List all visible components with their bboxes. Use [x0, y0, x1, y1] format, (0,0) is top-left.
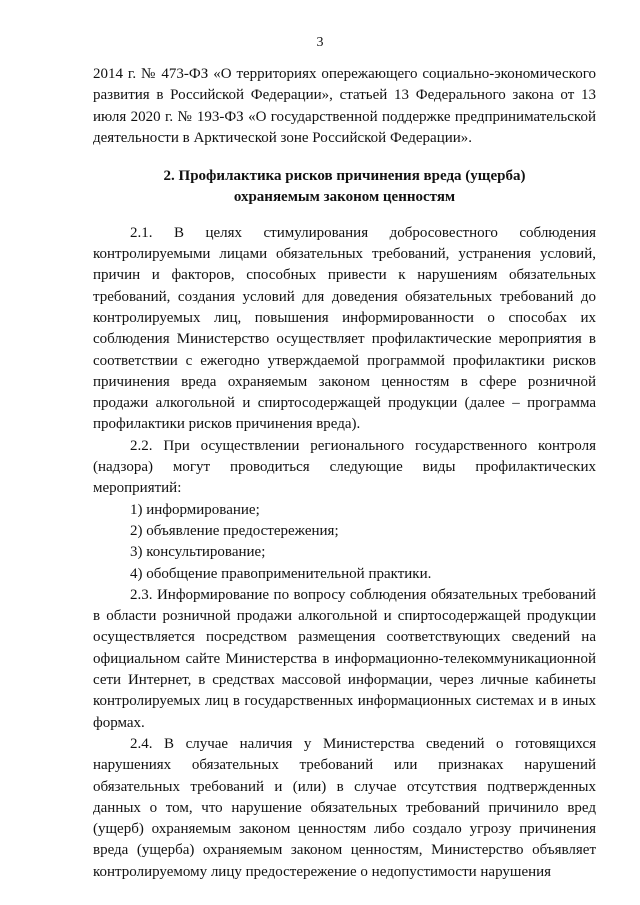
intro-paragraph: 2014 г. № 473-ФЗ «О территориях опережающего социально-экономического развития в Российской Федерации», статьей 13 Федерального закона от 13 июля 2020 г. № 193-ФЗ «О государственной поддержке предпринимательской деятельности в Арктической зоне Российской Федерации». — [93, 66, 596, 146]
section-heading-line-1: 2. Профилактика рисков причинения вреда (ущерба) — [163, 168, 526, 185]
paragraph-2-1: 2.1. В целях стимулирования добросовестного соблюдения контролируемыми лицами обязательных требований, устранения условий, причин и факторов, способных привести к нарушениям обязательных требований, создания условий для доведения обязательных требований до контролируемых лиц, повышения информированности о способах их соблюдения Министерство осуществляет профилактические мероприятия в соответствии с ежегодно утверждаемой программой профилактики рисков причинения вреда охраняемым законом ценностям в сфере розничной продажи алкогольной и спиртосодержащей продукции (далее – программа профилактики рисков причинения вреда). — [93, 224, 596, 433]
list-item-2: 2) объявление предостережения; — [130, 522, 339, 539]
page-number: 3 — [316, 35, 324, 50]
section-heading — [93, 166, 596, 209]
section-heading-line-2: охраняемым законом ценностям — [233, 189, 456, 206]
list-item-3: 3) консультирование; — [130, 544, 266, 561]
list-item-1: 1) информирование; — [130, 501, 260, 518]
paragraph-2-4: 2.4. В случае наличия у Министерства сведений о готовящихся нарушениях обязательных требований или признаках нарушений обязательных требований и (или) в случае отсутствия подтвержденных данных о том, что нарушение обязательных требований причинило вред (ущерб) охраняемым законом ценностям либо создало угрозу причинения вреда (ущерба) охраняемым законом ценностям, Министерство объявляет контролируемому лицу предостережение о недопустимости нарушения — [93, 735, 596, 880]
paragraph-2-3: 2.3. Информирование по вопросу соблюдения обязательных требований в области розничной продажи алкогольной и спиртосодержащей продукции осуществляется посредством размещения соответствующих сведений на официальном сайте Министерства в информационно-телекоммуникационной сети Интернет, в средствах массовой информации, через личные кабинеты контролируемых лиц в государственных информационных системах и в иных формах. — [93, 586, 596, 731]
document-body — [93, 64, 596, 883]
paragraph-2-2: 2.2. При осуществлении регионального государственного контроля (надзора) могут проводиться следующие виды профилактических мероприятий: — [93, 437, 596, 497]
list-item-4: 4) обобщение правоприменительной практики. — [130, 565, 432, 582]
